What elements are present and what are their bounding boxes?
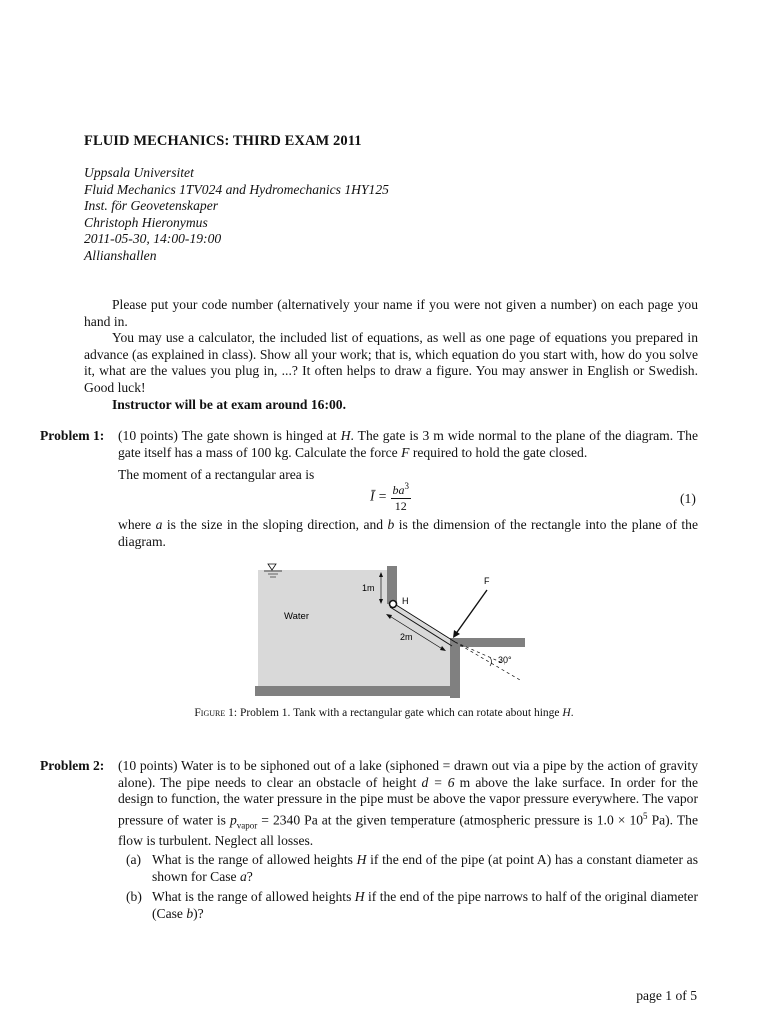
label-2m: 2m (400, 632, 413, 642)
moment-equation (370, 481, 411, 514)
var-a: a (155, 517, 163, 532)
problem-2-text-d: Pa). The flow is turbulent. Neglect all losses. (118, 812, 698, 849)
part-a-text-c: ? (246, 868, 253, 884)
label-water: Water (284, 611, 309, 622)
label-force: F (484, 576, 490, 586)
where-text-c: is the dimension of the rectangle into the plane of the diagram. (118, 517, 699, 549)
eq-fraction (391, 481, 412, 514)
part-a-label: (a) (126, 852, 142, 867)
part-b-text-c: )? (193, 905, 204, 921)
problem-2-statement (118, 758, 698, 850)
eq-denominator: 12 (394, 499, 407, 513)
label-hinge: H (402, 596, 409, 606)
eq-lhs: Ī = (370, 488, 388, 504)
force-arrow-line (455, 590, 487, 635)
p-var: p (229, 812, 237, 828)
moment-definition (118, 517, 698, 550)
var-b: b (387, 517, 395, 532)
problem-1-statement (118, 428, 698, 461)
moment-intro: The moment of a rectangular area is (118, 467, 315, 482)
instructor: Christoph Hieronymus (84, 214, 208, 230)
eq-numerator: ba (392, 483, 405, 497)
tank-right-wall (387, 566, 397, 604)
problem-2-part-b (128, 889, 698, 922)
problem-1-label: Problem 1: (40, 428, 105, 443)
part-a-var: H (356, 852, 367, 867)
where-text-a: where (118, 517, 156, 532)
angle-arc (490, 657, 492, 666)
part-b-case: b (186, 905, 194, 921)
force-arrow-head (453, 630, 460, 638)
label-angle: 30° (498, 655, 512, 665)
problem-2-text-c: Pa at the given temperature (atmospheric pressure is (300, 812, 597, 828)
p-subscript: vapor (236, 819, 258, 830)
part-a-text-a: What is the range of allowed heights (152, 852, 357, 867)
problem-1-text-c: required to hold the gate closed. (409, 444, 588, 460)
problem-1-text-b: . The gate is 3 m wide normal to the plane of the diagram. The gate itself has a mass of 100 kg. Calculate the force (118, 428, 698, 460)
part-b-text-a: What is the range of allowed heights (152, 889, 355, 904)
course: Fluid Mechanics 1TV024 and Hydromechanics 1HY125 (84, 181, 389, 197)
intro-paragraph-1: Please put your code number (alternatively your name if you were not given a number) on each page you hand in. (84, 297, 698, 329)
part-b-label: (b) (126, 889, 142, 904)
water-region (258, 570, 450, 688)
caption-text: Problem 1. Tank with a rectangular gate which can rotate about hinge (239, 707, 563, 719)
tank-floor (255, 686, 460, 696)
var-f: F (401, 444, 410, 460)
university: Uppsala Universitet (84, 165, 194, 180)
institute: Inst. för Geovetenskaper (84, 198, 219, 214)
problem-2-text-b: m above the lake surface. In order for the design to function, the water pressure in the pipe must be above the vapor pressure everywhere. The vapor pressure of water is (118, 774, 698, 828)
part-a-case: a (239, 868, 247, 884)
part-a-text-b: if the end of the pipe (at point A) has a constant diameter as shown for Case (152, 852, 698, 884)
part-b-text-b: if the end of the pipe narrows to half of the original diameter (Case (152, 889, 698, 921)
part-b-var: H (354, 889, 365, 904)
label-1m: 1m (362, 583, 375, 593)
figure-1-tank-diagram (250, 560, 540, 702)
free-surface-icon (268, 564, 276, 570)
var-h: H (340, 428, 351, 443)
figure-1-caption (0, 707, 768, 719)
exam-title: FLUID MECHANICS: THIRD EXAM 2011 (84, 133, 362, 149)
hinge-icon (390, 601, 397, 608)
atm-exponent: 5 (643, 810, 648, 821)
p-value: = 2340 (257, 812, 301, 828)
caption-end: . (570, 707, 574, 719)
exam-metadata (84, 165, 389, 265)
problem-2-label: Problem 2: (40, 758, 105, 773)
caption-prefix: Figure 1: (194, 707, 238, 719)
intro-paragraph-2: You may use a calculator, the included list of equations, as well as one page of equations you prepared in advance (as explained in class). Show all your work; that is, which equation do you start with, how do you solve it, what are the values you plug in, ...? It often helps to draw a figure. You may answer in English or Swedish. Good luck! (84, 330, 698, 395)
where-text-b: is the size in the sloping direction, and (162, 517, 388, 532)
d-expression: d = 6 (421, 774, 455, 790)
exam-datetime: 2011-05-30, 14:00-19:00 (84, 231, 222, 247)
problem-2-part-a (128, 852, 698, 885)
equation-number: (1) (680, 491, 696, 506)
atm-mantissa: 1.0 × 10 (596, 812, 644, 828)
problem-2-text-a: (10 points) Water is to be siphoned out of a lake (siphoned = drawn out via a pipe by the action of gravity alone). The pipe needs to clear an obstacle of height (118, 758, 698, 790)
exam-location: Allianshallen (84, 247, 157, 263)
intro-instructor-note: Instructor will be at exam around 16:00. (112, 397, 346, 412)
page-number: page 1 of 5 (636, 988, 697, 1003)
eq-exponent: 3 (404, 481, 410, 491)
caption-var: H (562, 707, 571, 719)
problem-1-text-a: (10 points) The gate shown is hinged at (118, 428, 341, 443)
